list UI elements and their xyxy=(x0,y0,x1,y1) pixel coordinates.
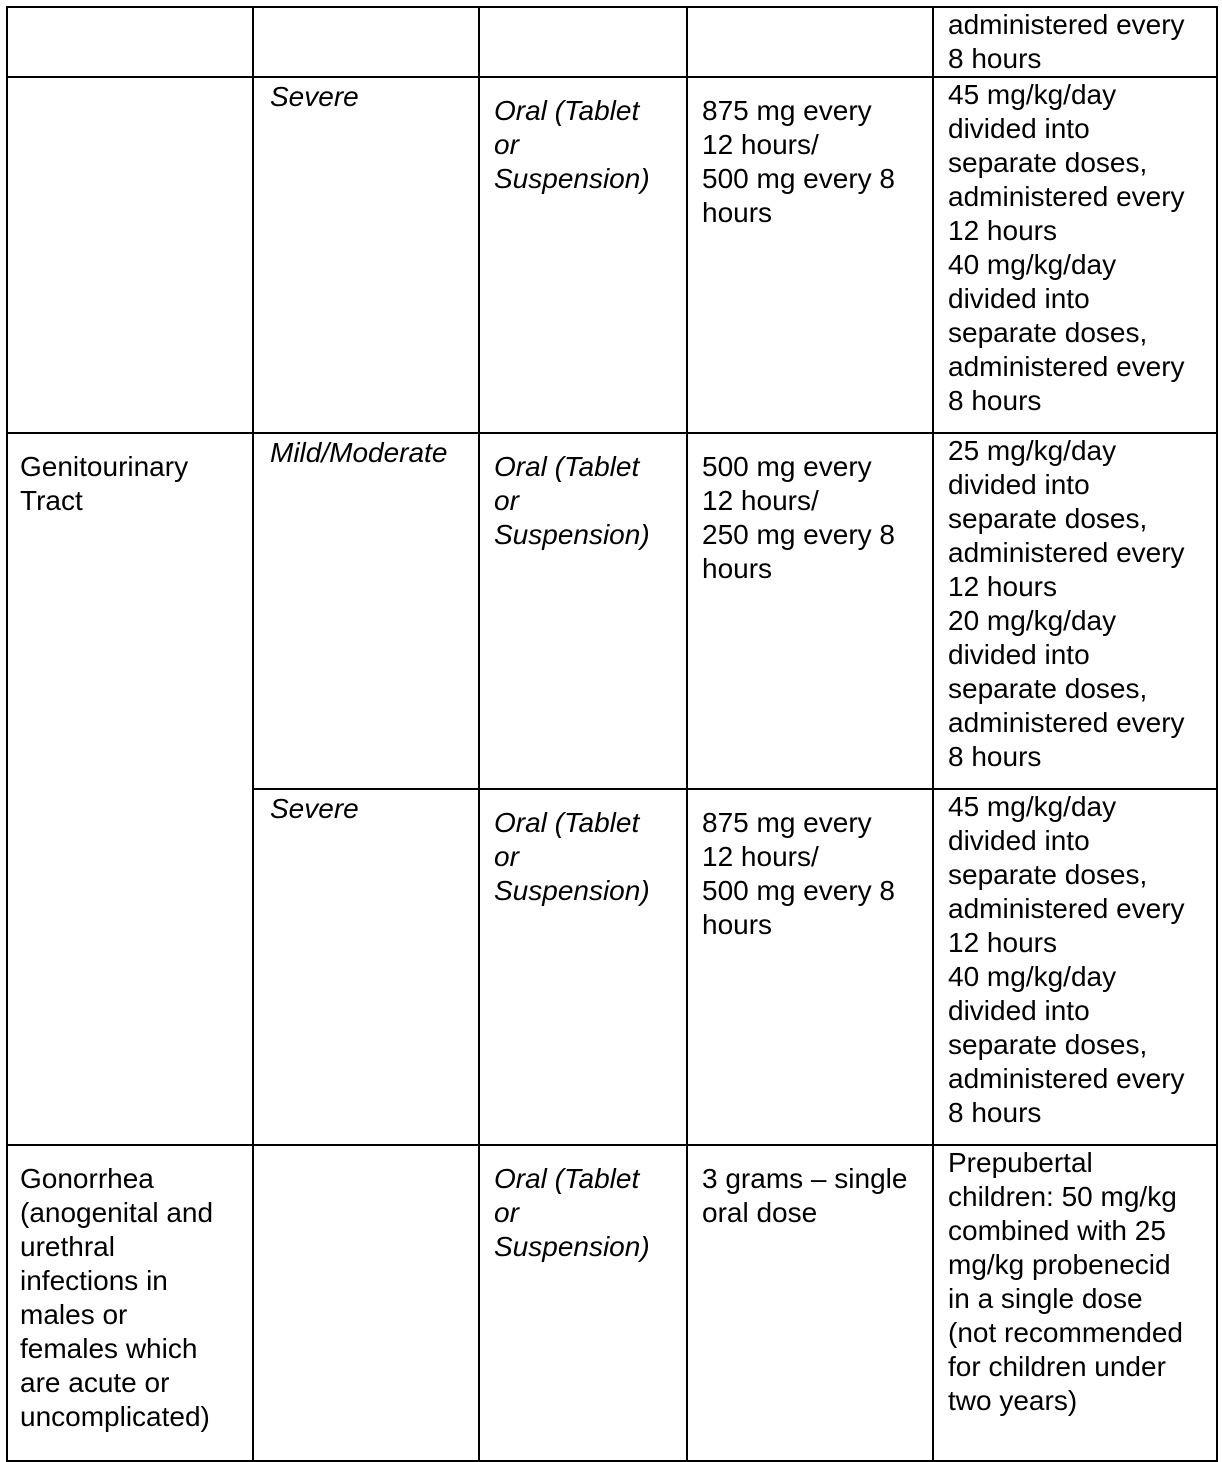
pediatric-dose-line: combined with 25 xyxy=(948,1215,1166,1246)
pediatric-dose-line: 12 hours xyxy=(948,215,1057,246)
adult-dose-line: 3 grams – single xyxy=(702,1163,908,1194)
table-row xyxy=(7,77,1217,433)
pediatric-dose-line: divided into xyxy=(948,283,1090,314)
pediatric-dose-line: divided into xyxy=(948,469,1090,500)
pediatric-dose-line: (not recommended xyxy=(948,1317,1184,1348)
pediatric-dose-line: 8 hours xyxy=(948,741,1042,772)
route-line: Oral (Tablet xyxy=(494,95,640,126)
adult-dose-cell xyxy=(687,77,933,433)
pediatric-dose-line: divided into xyxy=(948,995,1090,1026)
severity-cell xyxy=(253,789,479,1145)
pediatric-dose-cell xyxy=(933,789,1217,1145)
pediatric-dose-line: administered every xyxy=(948,351,1185,382)
severity-label: Severe xyxy=(270,793,359,824)
site-label-line: Tract xyxy=(20,485,83,516)
pediatric-dose-cell xyxy=(933,7,1217,77)
adult-dose-cell xyxy=(687,7,933,77)
site-cell xyxy=(7,433,253,1145)
severity-cell xyxy=(253,77,479,433)
pediatric-dose-line: 45 mg/kg/day xyxy=(948,791,1117,822)
site-cell xyxy=(7,7,253,77)
pediatric-dose-line: 25 mg/kg/day xyxy=(948,435,1117,466)
site-cell xyxy=(7,77,253,433)
pediatric-dose-line: 40 mg/kg/day xyxy=(948,961,1117,992)
site-label-line: males or xyxy=(20,1299,128,1330)
pediatric-dose-line: separate doses, xyxy=(948,1029,1148,1060)
site-label-line: uncomplicated) xyxy=(20,1401,210,1432)
route-line: Suspension) xyxy=(494,163,650,194)
route-cell xyxy=(479,1145,687,1461)
pediatric-dose-line: 45 mg/kg/day xyxy=(948,79,1117,110)
adult-dose-line: 875 mg every xyxy=(702,807,872,838)
table-row xyxy=(7,1145,1217,1461)
pediatric-dose-line: administered every xyxy=(948,537,1185,568)
pediatric-dose-line: Prepubertal xyxy=(948,1147,1093,1178)
severity-label: Severe xyxy=(270,81,359,112)
pediatric-dose-line: 12 hours xyxy=(948,927,1057,958)
pediatric-dose-line: administered every xyxy=(948,9,1185,40)
severity-cell xyxy=(253,433,479,789)
adult-dose-cell xyxy=(687,789,933,1145)
route-line: or xyxy=(494,1197,519,1228)
pediatric-dose-line: 40 mg/kg/day xyxy=(948,249,1117,280)
adult-dose-line: hours xyxy=(702,197,773,228)
adult-dose-line: 875 mg every xyxy=(702,95,872,126)
pediatric-dose-cell xyxy=(933,77,1217,433)
site-label-line: females which xyxy=(20,1333,198,1364)
pediatric-dose-line: administered every xyxy=(948,1063,1185,1094)
route-line: Oral (Tablet xyxy=(494,1163,640,1194)
route-cell xyxy=(479,789,687,1145)
route-line: Oral (Tablet xyxy=(494,807,640,838)
adult-dose-line: hours xyxy=(702,553,773,584)
severity-cell xyxy=(253,7,479,77)
pediatric-dose-line: 8 hours xyxy=(948,1097,1042,1128)
site-label-line: Genitourinary xyxy=(20,451,189,482)
pediatric-dose-line: mg/kg probenecid xyxy=(948,1249,1171,1280)
adult-dose-cell xyxy=(687,433,933,789)
route-line: or xyxy=(494,485,519,516)
site-label-line: (anogenital and xyxy=(20,1197,214,1228)
adult-dose-line: hours xyxy=(702,909,773,940)
pediatric-dose-line: separate doses, xyxy=(948,147,1148,178)
route-line: Suspension) xyxy=(494,1231,650,1262)
pediatric-dose-line: separate doses, xyxy=(948,503,1148,534)
pediatric-dose-line: divided into xyxy=(948,113,1090,144)
adult-dose-line: 500 mg every xyxy=(702,451,872,482)
pediatric-dose-line: 8 hours xyxy=(948,43,1042,74)
pediatric-dose-line: administered every xyxy=(948,893,1185,924)
site-label-line: urethral xyxy=(20,1231,115,1262)
route-line: or xyxy=(494,841,519,872)
pediatric-dose-line: 12 hours xyxy=(948,571,1057,602)
pediatric-dose-line: two years) xyxy=(948,1385,1078,1416)
adult-dose-line: 12 hours/ xyxy=(702,129,819,160)
pediatric-dose-line: in a single dose xyxy=(948,1283,1143,1314)
pediatric-dose-cell xyxy=(933,1145,1217,1461)
table-row xyxy=(7,433,1217,789)
pediatric-dose-line: administered every xyxy=(948,707,1185,738)
pediatric-dose-line: 20 mg/kg/day xyxy=(948,605,1117,636)
pediatric-dose-line: administered every xyxy=(948,181,1185,212)
route-line: Oral (Tablet xyxy=(494,451,640,482)
adult-dose-line: 500 mg every 8 xyxy=(702,875,895,906)
route-line: Suspension) xyxy=(494,519,650,550)
site-cell xyxy=(7,1145,253,1461)
pediatric-dose-line: separate doses, xyxy=(948,317,1148,348)
site-label-line: are acute or xyxy=(20,1367,170,1398)
adult-dose-cell xyxy=(687,1145,933,1461)
route-cell xyxy=(479,433,687,789)
pediatric-dose-line: divided into xyxy=(948,825,1090,856)
route-cell xyxy=(479,7,687,77)
dosage-table xyxy=(6,6,1218,1462)
table-row xyxy=(7,7,1217,77)
pediatric-dose-line: separate doses, xyxy=(948,673,1148,704)
pediatric-dose-line: for children under xyxy=(948,1351,1166,1382)
severity-label: Mild/Moderate xyxy=(270,437,448,468)
severity-cell xyxy=(253,1145,479,1461)
adult-dose-line: oral dose xyxy=(702,1197,818,1228)
pediatric-dose-line: separate doses, xyxy=(948,859,1148,890)
site-label-line: infections in xyxy=(20,1265,168,1296)
pediatric-dose-line: divided into xyxy=(948,639,1090,670)
pediatric-dose-line: 8 hours xyxy=(948,385,1042,416)
adult-dose-line: 12 hours/ xyxy=(702,841,819,872)
pediatric-dose-line: children: 50 mg/kg xyxy=(948,1181,1177,1212)
adult-dose-line: 500 mg every 8 xyxy=(702,163,895,194)
adult-dose-line: 12 hours/ xyxy=(702,485,819,516)
route-line: or xyxy=(494,129,519,160)
route-line: Suspension) xyxy=(494,875,650,906)
site-label-line: Gonorrhea xyxy=(20,1163,154,1194)
route-cell xyxy=(479,77,687,433)
adult-dose-line: 250 mg every 8 xyxy=(702,519,895,550)
pediatric-dose-cell xyxy=(933,433,1217,789)
